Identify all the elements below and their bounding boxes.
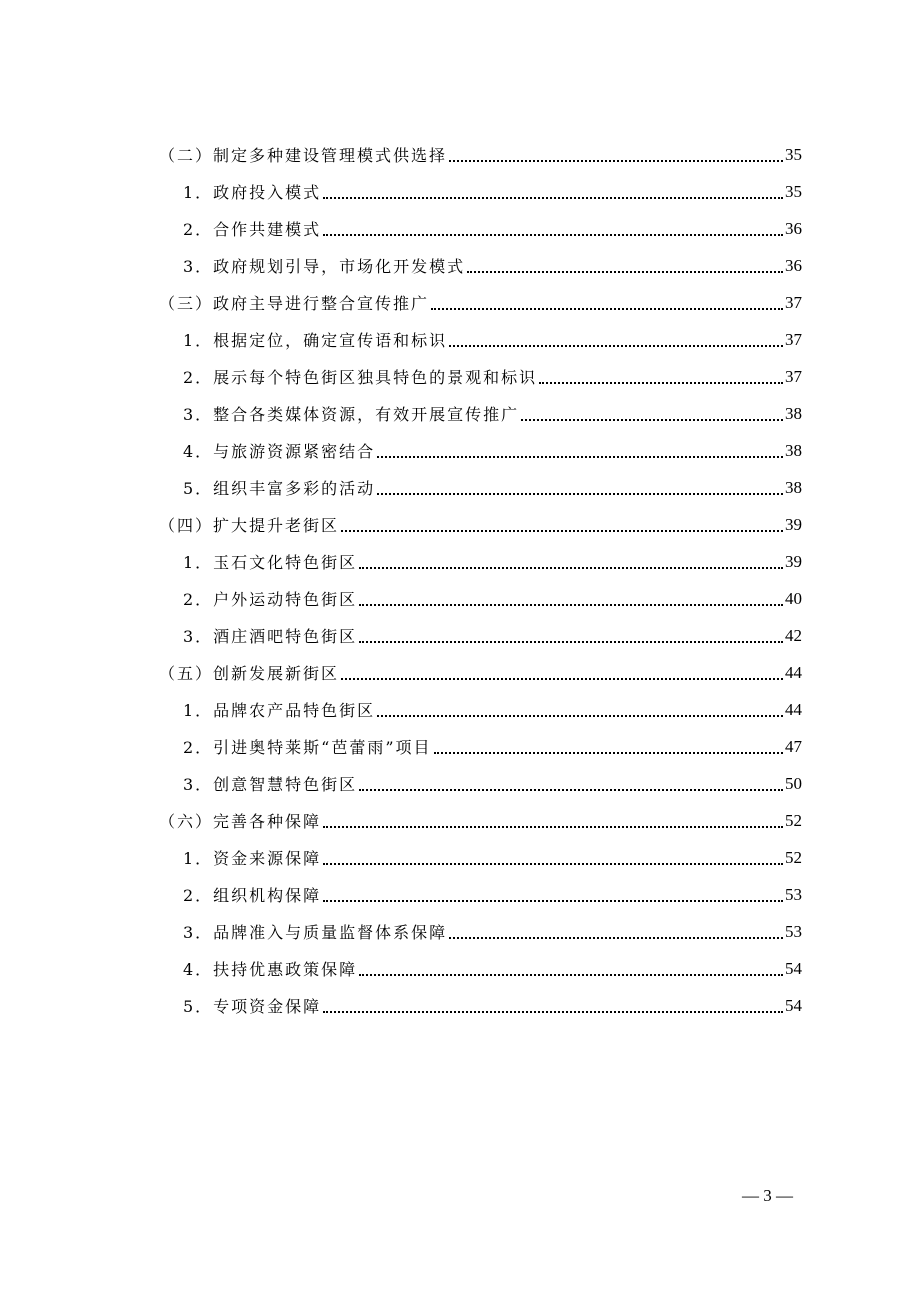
toc-entry-page: 36 [785,218,802,238]
toc-dot-leader [431,307,783,310]
toc-entry-page: 44 [785,699,802,719]
toc-dot-leader [359,640,783,643]
toc-dot-leader [323,862,783,865]
toc-entry-page: 37 [785,366,802,386]
toc-entry-title: 1．根据定位，确定宣传语和标识 [183,331,448,350]
toc-entry[interactable] [159,654,802,691]
toc-entry-page: 37 [785,292,802,312]
toc-entry[interactable] [183,950,802,987]
toc-entry-title: 3．品牌准入与质量监督体系保障 [183,923,448,942]
toc-entry-page: 39 [785,551,802,571]
toc-entry-title: （五）创新发展新街区 [159,664,340,683]
toc-entry[interactable] [183,913,802,950]
toc-entry[interactable] [183,765,802,802]
toc-entry-title: 1．政府投入模式 [183,183,322,202]
toc-entry-page: 53 [785,921,802,941]
toc-entry[interactable] [183,469,802,506]
toc-dot-leader [341,677,783,680]
toc-entry-page: 53 [785,884,802,904]
toc-dot-leader [359,603,783,606]
toc-entry-title: 3．创意智慧特色街区 [183,775,358,794]
toc-dot-leader [359,566,783,569]
toc-entry-page: 52 [785,847,802,867]
toc-dot-leader [323,196,783,199]
toc-dot-leader [359,788,783,791]
toc-entry[interactable] [183,358,802,395]
toc-entry-page: 40 [785,588,802,608]
toc-entry-title: 1．品牌农产品特色街区 [183,701,376,720]
toc-entry-page: 44 [785,662,802,682]
toc-dot-leader [377,492,783,495]
toc-entry[interactable] [159,284,802,321]
toc-entry[interactable] [183,728,802,765]
toc-entry-title: （二）制定多种建设管理模式供选择 [159,146,448,165]
toc-entry[interactable] [183,580,802,617]
toc-dot-leader [434,751,783,754]
toc-entry[interactable] [183,432,802,469]
toc-entry-title: 1．资金来源保障 [183,849,322,868]
toc-entry[interactable] [183,691,802,728]
toc-entry-title: 5．组织丰富多彩的活动 [183,479,376,498]
toc-entry[interactable] [183,617,802,654]
toc-entry-title: 4．扶持优惠政策保障 [183,960,358,979]
toc-entry-page: 39 [785,514,802,534]
toc-entry-page: 42 [785,625,802,645]
toc-dot-leader [521,418,783,421]
toc-entry[interactable] [183,173,802,210]
toc-entry-title: 2．引进奥特莱斯“芭蕾雨”项目 [183,738,432,757]
toc-entry-page: 38 [785,440,802,460]
toc-dot-leader [323,899,783,902]
toc-entry[interactable] [183,876,802,913]
toc-entry-page: 37 [785,329,802,349]
toc-entry-title: 2．组织机构保障 [183,886,322,905]
toc-dot-leader [323,1010,783,1013]
toc-dot-leader [323,825,783,828]
toc-dot-leader [377,714,783,717]
toc-entry-title: 3．酒庄酒吧特色街区 [183,627,358,646]
toc-entry-page: 52 [785,810,802,830]
toc-entry[interactable] [183,987,802,1024]
toc-entry-page: 36 [785,255,802,275]
toc-entry[interactable] [159,136,802,173]
toc-entry[interactable] [159,506,802,543]
toc-dot-leader [377,455,783,458]
toc-entry[interactable] [183,247,802,284]
toc-dot-leader [467,270,783,273]
toc-entry-title: 2．户外运动特色街区 [183,590,358,609]
toc-entry[interactable] [183,395,802,432]
toc-entry-title: （四）扩大提升老街区 [159,516,340,535]
toc-entry-page: 50 [785,773,802,793]
toc-dot-leader [341,529,783,532]
toc-entry-title: （三）政府主导进行整合宣传推广 [159,294,430,313]
toc-entry-page: 35 [785,181,802,201]
toc-dot-leader [539,381,783,384]
toc-entry-title: 3．整合各类媒体资源，有效开展宣传推广 [183,405,520,424]
toc-dot-leader [323,233,783,236]
toc-entry[interactable] [159,802,802,839]
toc-entry-title: 5．专项资金保障 [183,997,322,1016]
toc-entry[interactable] [183,543,802,580]
toc-dot-leader [449,936,783,939]
toc-entry[interactable] [183,210,802,247]
toc-entry-page: 47 [785,736,802,756]
toc-entry-title: （六）完善各种保障 [159,812,322,831]
toc-entry-title: 2．展示每个特色街区独具特色的景观和标识 [183,368,538,387]
page-number: — 3 — [742,1186,793,1205]
toc-entry-title: 4．与旅游资源紧密结合 [183,442,376,461]
toc-entry-title: 2．合作共建模式 [183,220,322,239]
toc-dot-leader [449,344,783,347]
toc-entry-page: 54 [785,958,802,978]
toc-entry-title: 3．政府规划引导，市场化开发模式 [183,257,466,276]
toc-entry-page: 38 [785,477,802,497]
toc-entry-title: 1．玉石文化特色街区 [183,553,358,572]
toc-dot-leader [359,973,783,976]
toc-entry-page: 38 [785,403,802,423]
toc-entry-page: 54 [785,995,802,1015]
toc-dot-leader [449,159,783,162]
toc-entry-page: 35 [785,144,802,164]
toc-entry[interactable] [183,839,802,876]
toc-entry[interactable] [183,321,802,358]
